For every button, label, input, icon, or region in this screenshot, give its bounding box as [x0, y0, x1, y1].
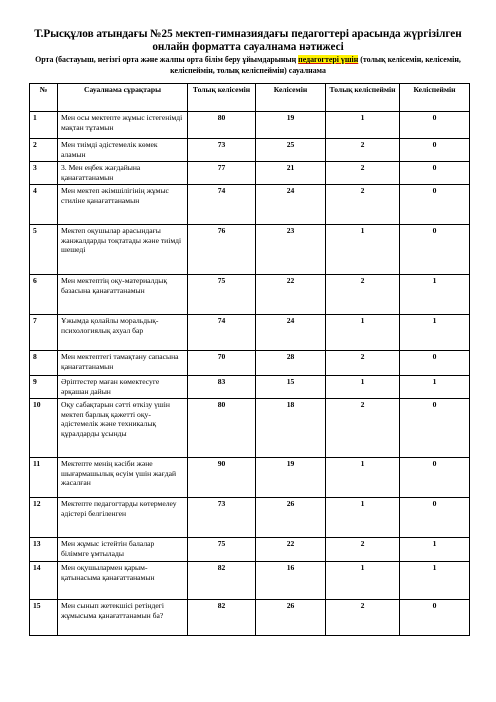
- row-full-disagree: 1: [326, 376, 400, 399]
- row-disagree: 1: [400, 562, 470, 600]
- table-row: [30, 139, 470, 162]
- row-disagree: 0: [400, 351, 470, 376]
- row-number: 13: [30, 538, 58, 562]
- row-disagree: 0: [400, 185, 470, 225]
- row-full-disagree: 2: [326, 139, 400, 162]
- table-row: [30, 376, 470, 399]
- row-number: 9: [30, 376, 58, 399]
- row-agree: 19: [256, 458, 326, 498]
- row-question: Ұжымда қолайлы моральдық-психологиялық ахуал бар: [58, 315, 188, 351]
- table-row: [30, 562, 470, 600]
- row-number: 3: [30, 162, 58, 185]
- row-agree: 24: [256, 185, 326, 225]
- row-question: 3. Мен еңбек жағдайына қанағаттанамын: [58, 162, 188, 185]
- table-row: [30, 112, 470, 139]
- row-full-agree: 76: [188, 225, 256, 275]
- header-agree: Келісемін: [256, 84, 326, 112]
- row-question: Мен сынып жетекшісі ретіндегі жұмысыма қанағаттанамын ба?: [58, 600, 188, 636]
- row-question: Оқу сабақтарын сәтті өткізу үшін мектеп барлық қажетті оқу-әдістемелік және техникалық құралдарды ұсынды: [58, 399, 188, 458]
- table-row: [30, 600, 470, 636]
- survey-table: [29, 83, 470, 636]
- row-question: Әріптестер маған көмектесуге әрқашан дайын: [58, 376, 188, 399]
- table-row: [30, 458, 470, 498]
- row-question: Мен осы мектепте жұмыс істегенімді мақтан тұтамын: [58, 112, 188, 139]
- table-row: [30, 185, 470, 225]
- row-full-agree: 90: [188, 458, 256, 498]
- row-full-disagree: 2: [326, 600, 400, 636]
- row-full-agree: 74: [188, 315, 256, 351]
- table-row: [30, 162, 470, 185]
- row-full-disagree: 1: [326, 458, 400, 498]
- row-question: Мен мектептің оқу-материалдық базасына қанағаттанамын: [58, 275, 188, 315]
- row-number: 8: [30, 351, 58, 376]
- row-number: 15: [30, 600, 58, 636]
- table-header-row: [30, 84, 470, 112]
- row-agree: 26: [256, 498, 326, 538]
- row-disagree: 0: [400, 498, 470, 538]
- header-full-agree: Толық келісемін: [188, 84, 256, 112]
- row-full-agree: 75: [188, 538, 256, 562]
- row-number: 6: [30, 275, 58, 315]
- row-number: 12: [30, 498, 58, 538]
- table-row: [30, 351, 470, 376]
- table-row: [30, 538, 470, 562]
- table-row: [30, 225, 470, 275]
- row-full-disagree: 1: [326, 498, 400, 538]
- header-number: №: [30, 84, 58, 112]
- row-full-agree: 83: [188, 376, 256, 399]
- row-disagree: 1: [400, 538, 470, 562]
- table-row: [30, 315, 470, 351]
- subtitle-part2: (толық келісемін, келісемін, келіспеймін, толық келіспеймін) сауалнама: [170, 55, 461, 75]
- row-full-disagree: 1: [326, 225, 400, 275]
- row-full-disagree: 2: [326, 351, 400, 376]
- document-subtitle: [20, 55, 476, 76]
- row-disagree: 1: [400, 315, 470, 351]
- row-full-agree: 73: [188, 498, 256, 538]
- table-row: [30, 275, 470, 315]
- subtitle-highlight: педагогтері үшін: [298, 55, 359, 64]
- row-full-disagree: 2: [326, 275, 400, 315]
- row-full-disagree: 2: [326, 162, 400, 185]
- row-number: 5: [30, 225, 58, 275]
- row-full-agree: 80: [188, 399, 256, 458]
- table-body: [30, 112, 470, 636]
- row-question: Мектепте педагогтарды көтермелеу әдістері белгіленген: [58, 498, 188, 538]
- row-full-agree: 70: [188, 351, 256, 376]
- row-number: 10: [30, 399, 58, 458]
- row-full-disagree: 1: [326, 315, 400, 351]
- row-question: Мектепте менің кәсіби және шығармашылық өсуім үшін жағдай жасалған: [58, 458, 188, 498]
- row-agree: 16: [256, 562, 326, 600]
- table-row: [30, 399, 470, 458]
- row-number: 4: [30, 185, 58, 225]
- row-full-agree: 75: [188, 275, 256, 315]
- row-agree: 15: [256, 376, 326, 399]
- row-disagree: 1: [400, 275, 470, 315]
- subtitle-part1: Орта (бастауыш, негізгі орта және жалпы орта білім беру ұйымдарының: [35, 55, 299, 64]
- row-number: 11: [30, 458, 58, 498]
- row-question: Мен мектептегі тамақтану сапасына қанағаттанамын: [58, 351, 188, 376]
- row-agree: 19: [256, 112, 326, 139]
- row-disagree: 0: [400, 112, 470, 139]
- row-full-agree: 82: [188, 562, 256, 600]
- row-full-agree: 80: [188, 112, 256, 139]
- row-agree: 22: [256, 538, 326, 562]
- header-question: Сауалнама сұрақтары: [58, 84, 188, 112]
- row-number: 2: [30, 139, 58, 162]
- row-full-agree: 82: [188, 600, 256, 636]
- row-full-agree: 73: [188, 139, 256, 162]
- header-full-disagree: Толық келіспеймін: [326, 84, 400, 112]
- row-question: Мектеп оқушылар арасындағы жанжалдарды тоқтатады және тиімді шешеді: [58, 225, 188, 275]
- row-question: Мен тиімді әдістемелік көмек аламын: [58, 139, 188, 162]
- table-row: [30, 498, 470, 538]
- row-agree: 24: [256, 315, 326, 351]
- row-question: Мен жұмыс істейтін балалар біліммге ұмтылады: [58, 538, 188, 562]
- row-disagree: 0: [400, 600, 470, 636]
- row-full-disagree: 1: [326, 112, 400, 139]
- row-number: 14: [30, 562, 58, 600]
- row-full-disagree: 2: [326, 185, 400, 225]
- row-agree: 21: [256, 162, 326, 185]
- row-disagree: 0: [400, 162, 470, 185]
- row-disagree: 0: [400, 139, 470, 162]
- row-number: 7: [30, 315, 58, 351]
- row-full-agree: 77: [188, 162, 256, 185]
- row-agree: 23: [256, 225, 326, 275]
- row-disagree: 0: [400, 399, 470, 458]
- row-agree: 26: [256, 600, 326, 636]
- row-question: Мен оқушылармен қарым-қатынасыма қанағаттанамын: [58, 562, 188, 600]
- row-disagree: 0: [400, 458, 470, 498]
- row-full-disagree: 1: [326, 562, 400, 600]
- row-number: 1: [30, 112, 58, 139]
- row-full-disagree: 2: [326, 399, 400, 458]
- header-disagree: Келіспеймін: [400, 84, 470, 112]
- row-agree: 18: [256, 399, 326, 458]
- document-title: Т.Рысқұлов атындағы №25 мектеп-гимназиядағы педагогтері арасында жүргізілген онлайн форматта сауалнама нәтижесі: [34, 28, 462, 53]
- row-question: Мен мектеп әкімшілігінің жұмыс стиліне қанағаттанамын: [58, 185, 188, 225]
- row-full-disagree: 2: [326, 538, 400, 562]
- row-agree: 22: [256, 275, 326, 315]
- row-agree: 25: [256, 139, 326, 162]
- row-disagree: 1: [400, 376, 470, 399]
- row-full-agree: 74: [188, 185, 256, 225]
- row-agree: 28: [256, 351, 326, 376]
- row-disagree: 0: [400, 225, 470, 275]
